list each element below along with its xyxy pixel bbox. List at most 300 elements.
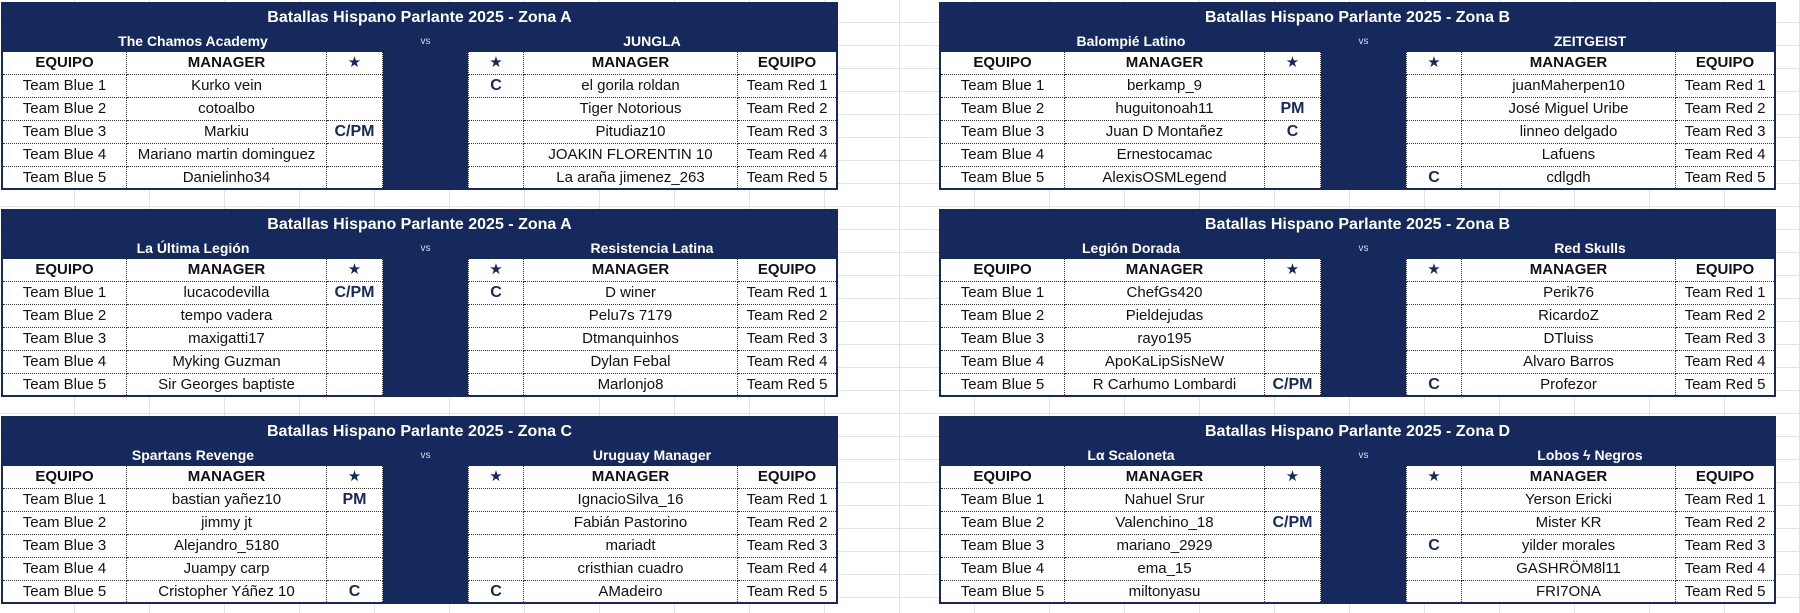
left-manager-cell: jimmy jt <box>127 512 327 535</box>
right-manager-cell: linneo delgado <box>1462 121 1676 144</box>
table-row <box>941 489 1774 512</box>
right-team-cell: Team Red 5 <box>746 169 828 186</box>
right-manager-cell: cristhian cuadro <box>524 558 738 581</box>
left-manager-cell: berkamp_9 <box>1065 75 1265 98</box>
left-manager-cell: maxigatti17 <box>127 328 327 351</box>
teams-row <box>3 31 836 52</box>
divider-column <box>383 259 468 282</box>
divider-column <box>1321 466 1406 489</box>
left-team-cell: Team Blue 1 <box>3 75 127 98</box>
table-row <box>941 581 1774 604</box>
right-role-cell <box>468 167 524 190</box>
left-team-cell: Team Blue 2 <box>941 305 1065 328</box>
right-team-cell: Team Red 2 <box>1676 512 1774 535</box>
right-manager-cell: Marlonjo8 <box>524 374 738 397</box>
right-team-cell: Team Red 3 <box>1676 121 1774 144</box>
right-manager-cell: Pelu7s 7179 <box>524 305 738 328</box>
right-team-cell: Team Red 5 <box>1684 376 1766 393</box>
left-team-cell: Team Blue 2 <box>941 98 1065 121</box>
match-table <box>939 2 1776 190</box>
left-team-cell: Team Blue 1 <box>3 282 127 305</box>
header-manager: MANAGER <box>524 466 738 489</box>
left-role-cell <box>327 328 383 351</box>
left-role-cell <box>327 535 383 558</box>
right-manager-cell: GASHRÖM8l11 <box>1462 558 1676 581</box>
right-manager-cell: Mister KR <box>1462 512 1676 535</box>
left-team-cell: Team Blue 2 <box>3 305 127 328</box>
left-role-cell <box>327 512 383 535</box>
divider-column <box>1321 535 1406 558</box>
right-role-cell <box>468 535 524 558</box>
left-role-cell <box>1265 581 1321 604</box>
right-team-cell: Team Red 1 <box>1676 75 1774 98</box>
right-team-cell: Team Red 4 <box>738 351 836 374</box>
header-team: EQUIPO <box>941 52 1065 75</box>
table-row <box>941 558 1774 581</box>
header-star-icon: ★ <box>327 259 383 282</box>
header-manager: MANAGER <box>1065 52 1265 75</box>
table-row <box>941 282 1774 305</box>
divider-column <box>1321 581 1406 604</box>
left-team-cell: Team Blue 1 <box>941 489 1065 512</box>
divider-column <box>383 305 468 328</box>
teams-row <box>3 445 836 466</box>
left-manager-cell: R Carhumo Lombardi <box>1065 374 1265 397</box>
left-role-cell: C <box>327 581 383 604</box>
divider-column <box>1321 489 1406 512</box>
header-row <box>941 259 1774 282</box>
left-team-cell: Team Blue 5 <box>941 581 1065 604</box>
table-row <box>3 282 836 305</box>
header-row <box>3 466 836 489</box>
table-row <box>941 535 1774 558</box>
right-team-cell: Team Red 4 <box>738 144 836 167</box>
divider-column <box>383 374 468 397</box>
divider-column <box>1321 144 1406 167</box>
header-manager: MANAGER <box>127 259 327 282</box>
right-role-cell <box>468 98 524 121</box>
divider-column <box>383 466 468 489</box>
header-manager: MANAGER <box>1462 466 1676 489</box>
right-team-cell: Team Red 5 <box>746 376 828 393</box>
divider-column <box>1321 98 1406 121</box>
table-row <box>941 351 1774 374</box>
left-role-cell <box>1265 535 1321 558</box>
right-manager-cell: el gorila roldan <box>524 75 738 98</box>
right-manager-cell: Profezor <box>1462 374 1676 397</box>
vs-label: vs <box>420 243 431 254</box>
left-team-name: La Última Legión <box>136 240 250 256</box>
divider-column <box>1321 259 1406 282</box>
divider-column <box>1321 558 1406 581</box>
left-manager-cell: ema_15 <box>1065 558 1265 581</box>
left-team-cell: Team Blue 3 <box>3 535 127 558</box>
divider-column <box>383 489 468 512</box>
left-role-cell <box>327 167 383 190</box>
divider-column <box>383 75 468 98</box>
right-team-cell: Team Red 1 <box>1676 282 1774 305</box>
header-star-icon: ★ <box>327 52 383 75</box>
left-manager-cell: Danielinho34 <box>127 167 327 190</box>
right-team-cell: Team Red 1 <box>738 489 836 512</box>
left-manager-cell: Pieldejudas <box>1065 305 1265 328</box>
left-team-cell: Team Blue 3 <box>941 535 1065 558</box>
vs-label: vs <box>420 36 431 47</box>
divider-column <box>1321 351 1406 374</box>
right-team-cell: Team Red 2 <box>738 305 836 328</box>
left-team-name: Spartans Revenge <box>131 447 255 463</box>
header-row <box>3 259 836 282</box>
divider-column <box>1321 512 1406 535</box>
right-team-cell: Team Red 4 <box>1676 351 1774 374</box>
left-manager-cell: Kurko vein <box>127 75 327 98</box>
header-star-icon: ★ <box>1406 466 1462 489</box>
left-role-cell <box>1265 558 1321 581</box>
teams-row <box>3 238 836 259</box>
left-role-cell <box>1265 75 1321 98</box>
table-row <box>3 351 836 374</box>
match-title: Batallas Hispano Parlante 2025 - Zona B <box>941 211 1774 238</box>
right-team-cell: Team Red 5 <box>746 583 828 600</box>
divider-column <box>383 558 468 581</box>
match-title: Batallas Hispano Parlante 2025 - Zona B <box>941 4 1774 31</box>
right-team-cell: Team Red 3 <box>738 121 836 144</box>
left-role-cell: C/PM <box>1265 374 1321 397</box>
right-team-name: Uruguay Manager <box>592 447 712 463</box>
right-manager-cell: Tiger Notorious <box>524 98 738 121</box>
left-role-cell: PM <box>327 489 383 512</box>
left-manager-cell: Sir Georges baptiste <box>127 374 327 397</box>
left-manager-cell: bastian yañez10 <box>127 489 327 512</box>
table-row <box>3 305 836 328</box>
right-role-cell <box>1406 581 1462 604</box>
header-team: EQUIPO <box>3 52 127 75</box>
right-role-cell <box>1406 98 1462 121</box>
left-manager-cell: Alejandro_5180 <box>127 535 327 558</box>
divider-column <box>1321 52 1406 75</box>
right-manager-cell: Lafuens <box>1462 144 1676 167</box>
header-star-icon: ★ <box>1265 466 1321 489</box>
left-team-cell: Team Blue 3 <box>941 328 1065 351</box>
divider-column <box>383 535 468 558</box>
divider-column <box>383 144 468 167</box>
divider-column <box>1321 374 1406 397</box>
left-team-name: Balompié Latino <box>1076 33 1186 49</box>
left-team-cell: Team Blue 4 <box>941 144 1065 167</box>
right-manager-cell: RicardoZ <box>1462 305 1676 328</box>
match-table <box>1 209 838 397</box>
right-manager-cell: Fabián Pastorino <box>524 512 738 535</box>
right-role-cell <box>468 558 524 581</box>
left-team-name: The Chamos Academy <box>118 33 268 49</box>
right-role-cell: C <box>468 282 524 305</box>
right-role-cell <box>1406 351 1462 374</box>
right-team-cell: Team Red 2 <box>738 98 836 121</box>
divider-column <box>383 512 468 535</box>
right-team-name: Lobos ϟ Negros <box>1537 447 1643 463</box>
right-team-cell: Team Red 3 <box>1676 328 1774 351</box>
left-role-cell <box>1265 328 1321 351</box>
table-row <box>3 121 836 144</box>
match-table <box>939 416 1776 604</box>
table-row <box>941 305 1774 328</box>
left-team-cell: Team Blue 4 <box>3 558 127 581</box>
right-manager-cell: IgnacioSilva_16 <box>524 489 738 512</box>
header-manager: MANAGER <box>524 259 738 282</box>
table-row <box>941 98 1774 121</box>
right-manager-cell: Dtmanquinhos <box>524 328 738 351</box>
header-team: EQUIPO <box>941 466 1065 489</box>
left-manager-cell: Juan D Montañez <box>1065 121 1265 144</box>
right-team-name: ZEITGEIST <box>1553 33 1627 49</box>
right-team-cell: Team Red 4 <box>1676 144 1774 167</box>
left-role-cell: C/PM <box>327 282 383 305</box>
divider-column <box>1321 282 1406 305</box>
right-team-cell: Team Red 1 <box>738 75 836 98</box>
header-row <box>941 466 1774 489</box>
right-manager-cell: cdlgdh <box>1462 167 1676 190</box>
right-role-cell <box>1406 328 1462 351</box>
table-row <box>3 535 836 558</box>
left-manager-cell: lucacodevilla <box>127 282 327 305</box>
right-role-cell <box>1406 75 1462 98</box>
header-team: EQUIPO <box>1676 52 1774 75</box>
left-role-cell <box>327 558 383 581</box>
right-manager-cell: juanMaherpen10 <box>1462 75 1676 98</box>
table-row <box>3 374 836 397</box>
match-table <box>1 416 838 604</box>
vs-label: vs <box>1358 36 1369 47</box>
header-star-icon: ★ <box>1265 259 1321 282</box>
left-team-cell: Team Blue 1 <box>941 75 1065 98</box>
right-team-cell: Team Red 5 <box>1684 583 1766 600</box>
right-team-cell: Team Red 1 <box>738 282 836 305</box>
left-role-cell <box>1265 351 1321 374</box>
left-team-cell: Team Blue 4 <box>3 351 127 374</box>
left-role-cell <box>327 144 383 167</box>
right-role-cell <box>1406 144 1462 167</box>
right-role-cell <box>468 305 524 328</box>
left-team-cell: Team Blue 5 <box>3 167 127 190</box>
divider-column <box>1321 167 1406 190</box>
header-star-icon: ★ <box>327 466 383 489</box>
header-manager: MANAGER <box>127 52 327 75</box>
table-row <box>3 581 836 604</box>
right-manager-cell: JOAKIN FLORENTIN 10 <box>524 144 738 167</box>
right-role-cell <box>1406 489 1462 512</box>
right-team-cell: Team Red 3 <box>738 535 836 558</box>
left-role-cell <box>1265 282 1321 305</box>
right-manager-cell: AMadeiro <box>524 581 738 604</box>
right-role-cell <box>468 144 524 167</box>
right-team-name: Red Skulls <box>1554 240 1626 256</box>
header-manager: MANAGER <box>524 52 738 75</box>
header-team: EQUIPO <box>738 466 836 489</box>
match-table <box>1 2 838 190</box>
left-role-cell <box>327 305 383 328</box>
right-manager-cell: D winer <box>524 282 738 305</box>
right-team-cell: Team Red 4 <box>738 558 836 581</box>
table-row <box>3 558 836 581</box>
table-row <box>941 328 1774 351</box>
right-team-cell: Team Red 1 <box>1676 489 1774 512</box>
left-role-cell: PM <box>1265 98 1321 121</box>
left-manager-cell: rayo195 <box>1065 328 1265 351</box>
header-star-icon: ★ <box>1406 259 1462 282</box>
header-star-icon: ★ <box>468 52 524 75</box>
right-role-cell: C <box>1406 535 1462 558</box>
left-manager-cell: tempo vadera <box>127 305 327 328</box>
header-team: EQUIPO <box>3 466 127 489</box>
right-team-cell: Team Red 4 <box>1676 558 1774 581</box>
left-manager-cell: Myking Guzman <box>127 351 327 374</box>
left-team-name: Legión Dorada <box>1081 240 1180 256</box>
left-manager-cell: mariano_2929 <box>1065 535 1265 558</box>
vs-label: vs <box>420 450 431 461</box>
right-team-cell: Team Red 5 <box>1684 169 1766 186</box>
header-manager: MANAGER <box>1462 259 1676 282</box>
left-manager-cell: huguitonoah11 <box>1065 98 1265 121</box>
header-manager: MANAGER <box>1065 259 1265 282</box>
table-row <box>941 167 1774 190</box>
left-manager-cell: ApoKaLipSisNeW <box>1065 351 1265 374</box>
match-title: Batallas Hispano Parlante 2025 - Zona A <box>3 4 836 31</box>
divider-column <box>1321 121 1406 144</box>
vs-label: vs <box>1358 243 1369 254</box>
table-row <box>941 374 1774 397</box>
table-row <box>3 144 836 167</box>
match-table <box>939 209 1776 397</box>
left-team-cell: Team Blue 2 <box>941 512 1065 535</box>
header-row <box>3 52 836 75</box>
left-team-cell: Team Blue 3 <box>3 328 127 351</box>
header-team: EQUIPO <box>3 259 127 282</box>
header-team: EQUIPO <box>738 52 836 75</box>
left-team-cell: Team Blue 1 <box>941 282 1065 305</box>
right-role-cell <box>1406 121 1462 144</box>
left-team-cell: Team Blue 5 <box>941 167 1065 190</box>
left-role-cell: C/PM <box>1265 512 1321 535</box>
header-star-icon: ★ <box>1265 52 1321 75</box>
right-manager-cell: José Miguel Uribe <box>1462 98 1676 121</box>
right-role-cell <box>468 121 524 144</box>
teams-row <box>941 445 1774 466</box>
right-manager-cell: Perik76 <box>1462 282 1676 305</box>
table-row <box>3 489 836 512</box>
right-role-cell <box>1406 305 1462 328</box>
table-row <box>3 167 836 190</box>
right-manager-cell: Dylan Febal <box>524 351 738 374</box>
left-role-cell <box>327 374 383 397</box>
left-role-cell <box>327 75 383 98</box>
left-role-cell <box>327 98 383 121</box>
left-manager-cell: miltonyasu <box>1065 581 1265 604</box>
left-team-cell: Team Blue 4 <box>941 558 1065 581</box>
left-manager-cell: Juampy carp <box>127 558 327 581</box>
left-manager-cell: Nahuel Srur <box>1065 489 1265 512</box>
right-role-cell <box>1406 558 1462 581</box>
left-team-name: Lα Scaloneta <box>1087 447 1175 463</box>
header-row <box>941 52 1774 75</box>
right-manager-cell: FRI7ONA <box>1462 581 1676 604</box>
table-row <box>3 75 836 98</box>
match-title: Batallas Hispano Parlante 2025 - Zona C <box>3 418 836 445</box>
table-row <box>3 328 836 351</box>
header-manager: MANAGER <box>127 466 327 489</box>
table-row <box>941 121 1774 144</box>
right-role-cell <box>468 351 524 374</box>
header-manager: MANAGER <box>1065 466 1265 489</box>
left-manager-cell: Cristopher Yáñez 10 <box>127 581 327 604</box>
table-row <box>3 98 836 121</box>
header-team: EQUIPO <box>738 259 836 282</box>
divider-column <box>1321 328 1406 351</box>
divider-column <box>383 282 468 305</box>
right-role-cell: C <box>468 581 524 604</box>
right-role-cell <box>1406 512 1462 535</box>
header-manager: MANAGER <box>1462 52 1676 75</box>
right-role-cell <box>468 489 524 512</box>
left-team-cell: Team Blue 5 <box>3 581 127 604</box>
divider-column <box>1321 305 1406 328</box>
divider-column <box>383 351 468 374</box>
divider-column <box>383 328 468 351</box>
left-manager-cell: Ernestocamac <box>1065 144 1265 167</box>
right-manager-cell: yilder morales <box>1462 535 1676 558</box>
divider-column <box>383 52 468 75</box>
left-manager-cell: Mariano martin dominguez <box>127 144 327 167</box>
header-team: EQUIPO <box>1676 466 1774 489</box>
right-role-cell: C <box>1406 374 1462 397</box>
left-role-cell <box>327 351 383 374</box>
left-role-cell <box>1265 489 1321 512</box>
left-team-cell: Team Blue 5 <box>3 374 127 397</box>
left-team-cell: Team Blue 2 <box>3 98 127 121</box>
right-manager-cell: Yerson Ericki <box>1462 489 1676 512</box>
left-role-cell <box>1265 305 1321 328</box>
left-role-cell <box>1265 167 1321 190</box>
table-row <box>941 512 1774 535</box>
header-star-icon: ★ <box>468 259 524 282</box>
right-manager-cell: DTluiss <box>1462 328 1676 351</box>
match-title: Batallas Hispano Parlante 2025 - Zona A <box>3 211 836 238</box>
left-team-cell: Team Blue 5 <box>941 374 1065 397</box>
right-manager-cell: La araña jimenez_263 <box>524 167 738 190</box>
table-row <box>941 144 1774 167</box>
left-team-cell: Team Blue 3 <box>941 121 1065 144</box>
right-role-cell <box>468 328 524 351</box>
vs-label: vs <box>1358 450 1369 461</box>
left-role-cell <box>1265 144 1321 167</box>
teams-row <box>941 31 1774 52</box>
left-manager-cell: ChefGs420 <box>1065 282 1265 305</box>
header-team: EQUIPO <box>941 259 1065 282</box>
left-manager-cell: cotoalbo <box>127 98 327 121</box>
left-role-cell: C/PM <box>327 121 383 144</box>
match-title: Batallas Hispano Parlante 2025 - Zona D <box>941 418 1774 445</box>
teams-row <box>941 238 1774 259</box>
left-team-cell: Team Blue 1 <box>3 489 127 512</box>
divider-column <box>383 581 468 604</box>
right-role-cell <box>468 374 524 397</box>
right-team-cell: Team Red 2 <box>738 512 836 535</box>
right-team-cell: Team Red 3 <box>738 328 836 351</box>
right-manager-cell: mariadt <box>524 535 738 558</box>
right-role-cell <box>468 512 524 535</box>
right-manager-cell: Pitudiaz10 <box>524 121 738 144</box>
left-manager-cell: Valenchino_18 <box>1065 512 1265 535</box>
right-team-cell: Team Red 2 <box>1676 305 1774 328</box>
